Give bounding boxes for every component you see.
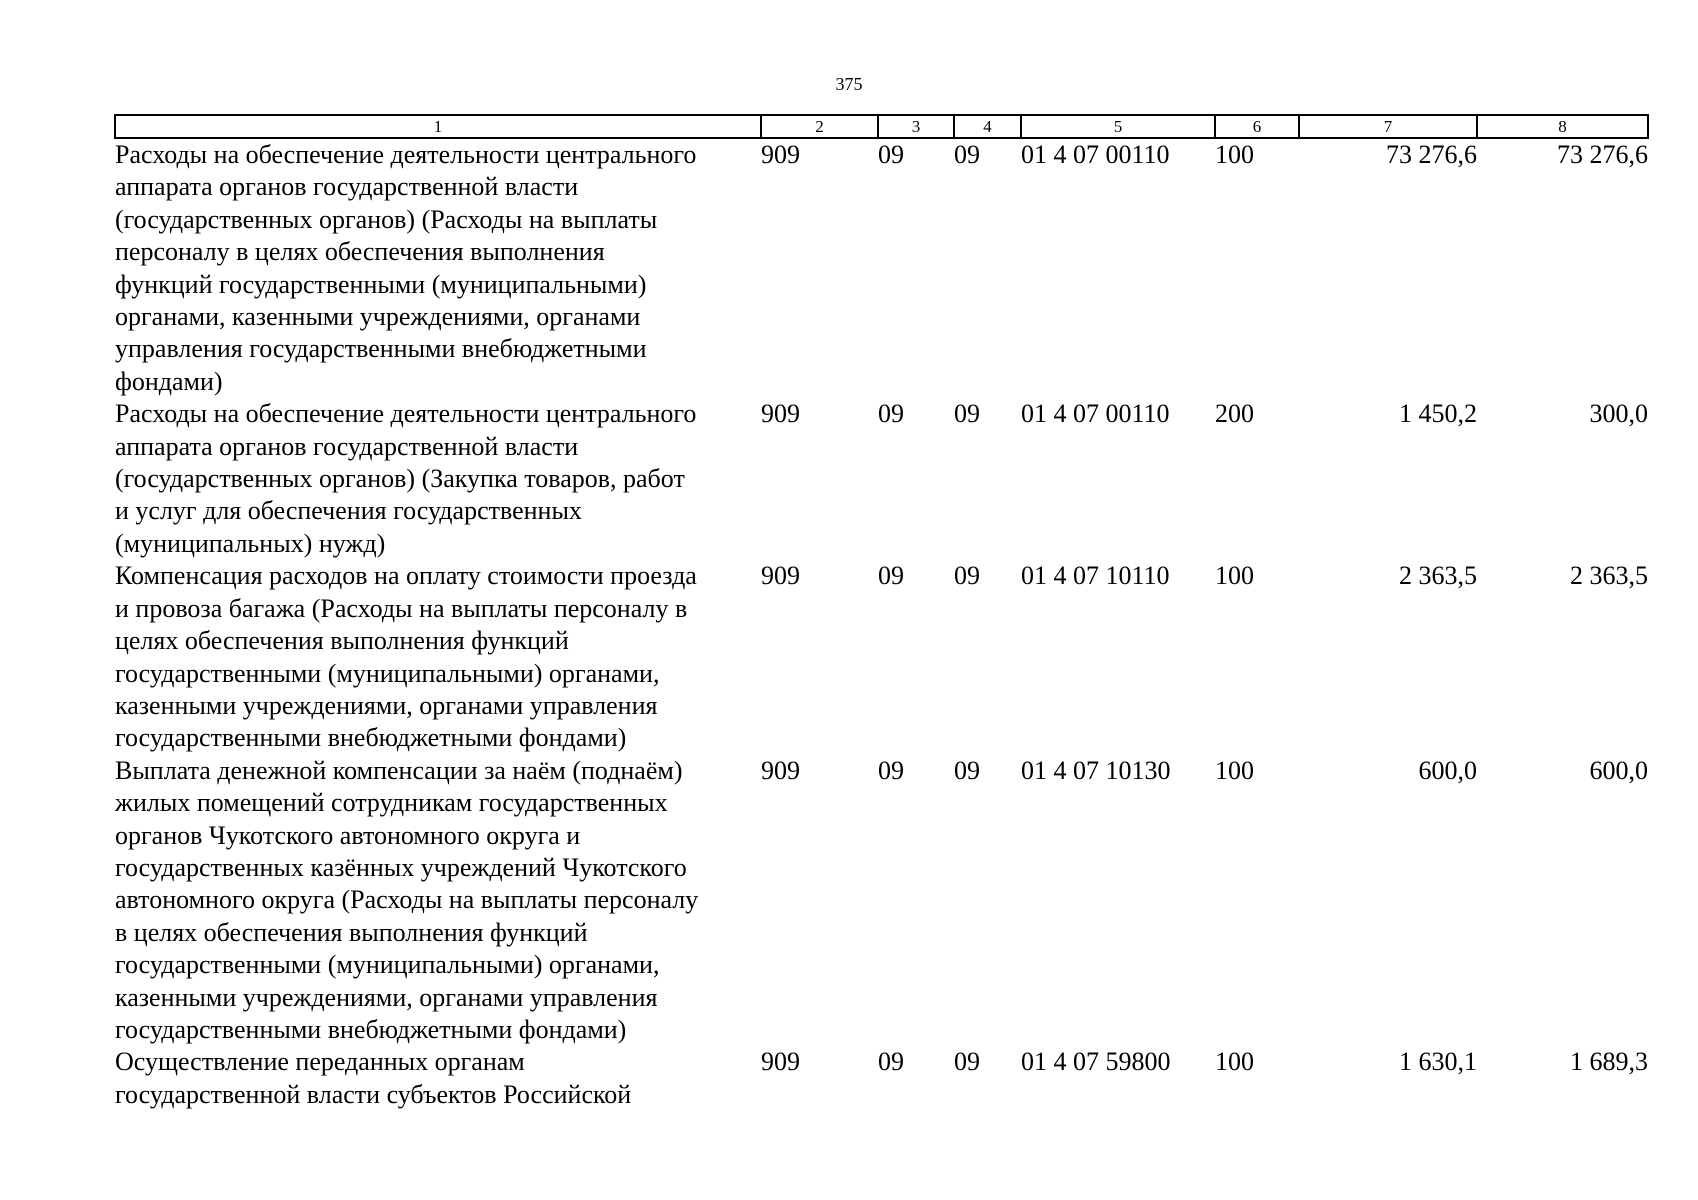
gr-code: 909 — [761, 561, 800, 591]
row-description — [115, 398, 761, 560]
page-number: 375 — [835, 74, 863, 94]
csr-code: 01 4 07 00110 — [1021, 399, 1170, 429]
pr-code: 09 — [954, 140, 980, 169]
csr-code: 01 4 07 00110 — [1021, 140, 1170, 169]
amount-col-7: 73 276,6 — [1386, 140, 1477, 169]
description-line: (государственных органов) (Закупка товаров, работ — [115, 464, 685, 494]
description-line: государственной власти субъектов Российской — [115, 1079, 632, 1109]
description-line: государственными внебюджетными фондами) — [115, 1014, 627, 1044]
header-col-2: 2 — [761, 115, 878, 138]
row-description — [115, 138, 761, 398]
description-line: аппарата органов государственной власти — [115, 431, 579, 461]
row-description — [115, 1046, 761, 1111]
header-col-1: 1 — [115, 115, 761, 138]
pr-code: 09 — [954, 561, 980, 591]
budget-table — [114, 114, 1649, 1111]
description-line: жилых помещений сотрудникам государственных — [115, 788, 668, 818]
table-row — [115, 398, 1648, 560]
rz-code: 09 — [878, 140, 904, 169]
description-line: персоналу в целях обеспечения выполнения — [115, 237, 605, 267]
description-line: (государственных органов) (Расходы на выплаты — [115, 204, 658, 234]
gr-code: 909 — [761, 399, 800, 429]
amount-col-8: 1 689,3 — [1570, 1047, 1648, 1077]
csr-code: 01 4 07 10110 — [1021, 561, 1170, 591]
description-line: Расходы на обеспечение деятельности центрального — [115, 399, 697, 429]
description-line: органов Чукотского автономного округа и — [115, 820, 581, 850]
table-row — [115, 138, 1648, 398]
amount-col-7: 1 450,2 — [1399, 399, 1477, 429]
description-line: государственных казённых учреждений Чукотского — [115, 852, 687, 882]
description-line: государственными (муниципальными) органами, — [115, 658, 660, 688]
vr-code: 100 — [1215, 755, 1254, 785]
description-line: аппарата органов государственной власти — [115, 172, 579, 202]
vr-code: 100 — [1215, 1047, 1254, 1077]
amount-col-7: 600,0 — [1418, 755, 1477, 785]
header-col-3: 3 — [878, 115, 954, 138]
amount-col-8: 600,0 — [1589, 755, 1648, 785]
description-line: казенными учреждениями, органами управления — [115, 690, 658, 720]
pr-code: 09 — [954, 755, 980, 785]
description-line: Расходы на обеспечение деятельности центрального — [115, 140, 697, 169]
vr-code: 100 — [1215, 140, 1254, 169]
header-col-5: 5 — [1021, 115, 1215, 138]
description-line: и провоза багажа (Расходы на выплаты персоналу в — [115, 593, 688, 623]
rz-code: 09 — [878, 399, 904, 429]
table-row — [115, 755, 1648, 1047]
row-description — [115, 755, 761, 1047]
description-line: управления государственными внебюджетными — [115, 334, 647, 364]
description-line: и услуг для обеспечения государственных — [115, 496, 582, 526]
description-line: Осуществление переданных органам — [115, 1047, 525, 1077]
description-line: (муниципальных) нужд) — [115, 528, 386, 558]
description-line: государственными внебюджетными фондами) — [115, 723, 627, 753]
description-line: автономного округа (Расходы на выплаты персоналу — [115, 885, 699, 915]
row-description — [115, 560, 761, 754]
amount-col-8: 300,0 — [1589, 399, 1648, 429]
description-line: казенными учреждениями, органами управления — [115, 982, 658, 1012]
description-line: функций государственными (муниципальными) — [115, 269, 647, 299]
description-line: Выплата денежной компенсации за наём (поднаём) — [115, 755, 683, 785]
csr-code: 01 4 07 10130 — [1021, 755, 1171, 785]
gr-code: 909 — [761, 755, 800, 785]
vr-code: 100 — [1215, 561, 1254, 591]
table-row — [115, 560, 1648, 754]
rz-code: 09 — [878, 755, 904, 785]
header-col-8: 8 — [1477, 115, 1648, 138]
description-line: органами, казенными учреждениями, органами — [115, 302, 641, 332]
amount-col-8: 73 276,6 — [1557, 140, 1648, 169]
description-line: в целях обеспечения выполнения функций — [115, 917, 588, 947]
vr-code: 200 — [1215, 399, 1254, 429]
pr-code: 09 — [954, 1047, 980, 1077]
amount-col-7: 2 363,5 — [1399, 561, 1477, 591]
csr-code: 01 4 07 59800 — [1021, 1047, 1171, 1077]
header-col-7: 7 — [1299, 115, 1477, 138]
amount-col-7: 1 630,1 — [1399, 1047, 1477, 1077]
gr-code: 909 — [761, 1047, 800, 1077]
table-body — [115, 138, 1648, 1111]
pr-code: 09 — [954, 399, 980, 429]
gr-code: 909 — [761, 140, 800, 169]
rz-code: 09 — [878, 1047, 904, 1077]
header-col-4: 4 — [954, 115, 1021, 138]
table-row — [115, 1046, 1648, 1111]
description-line: Компенсация расходов на оплату стоимости проезда — [115, 561, 697, 591]
header-row — [115, 115, 1648, 138]
description-line: целях обеспечения выполнения функций — [115, 626, 569, 656]
header-col-6: 6 — [1215, 115, 1299, 138]
amount-col-8: 2 363,5 — [1570, 561, 1648, 591]
rz-code: 09 — [878, 561, 904, 591]
description-line: государственными (муниципальными) органами, — [115, 950, 660, 980]
description-line: фондами) — [115, 366, 223, 396]
table-header — [115, 115, 1648, 138]
